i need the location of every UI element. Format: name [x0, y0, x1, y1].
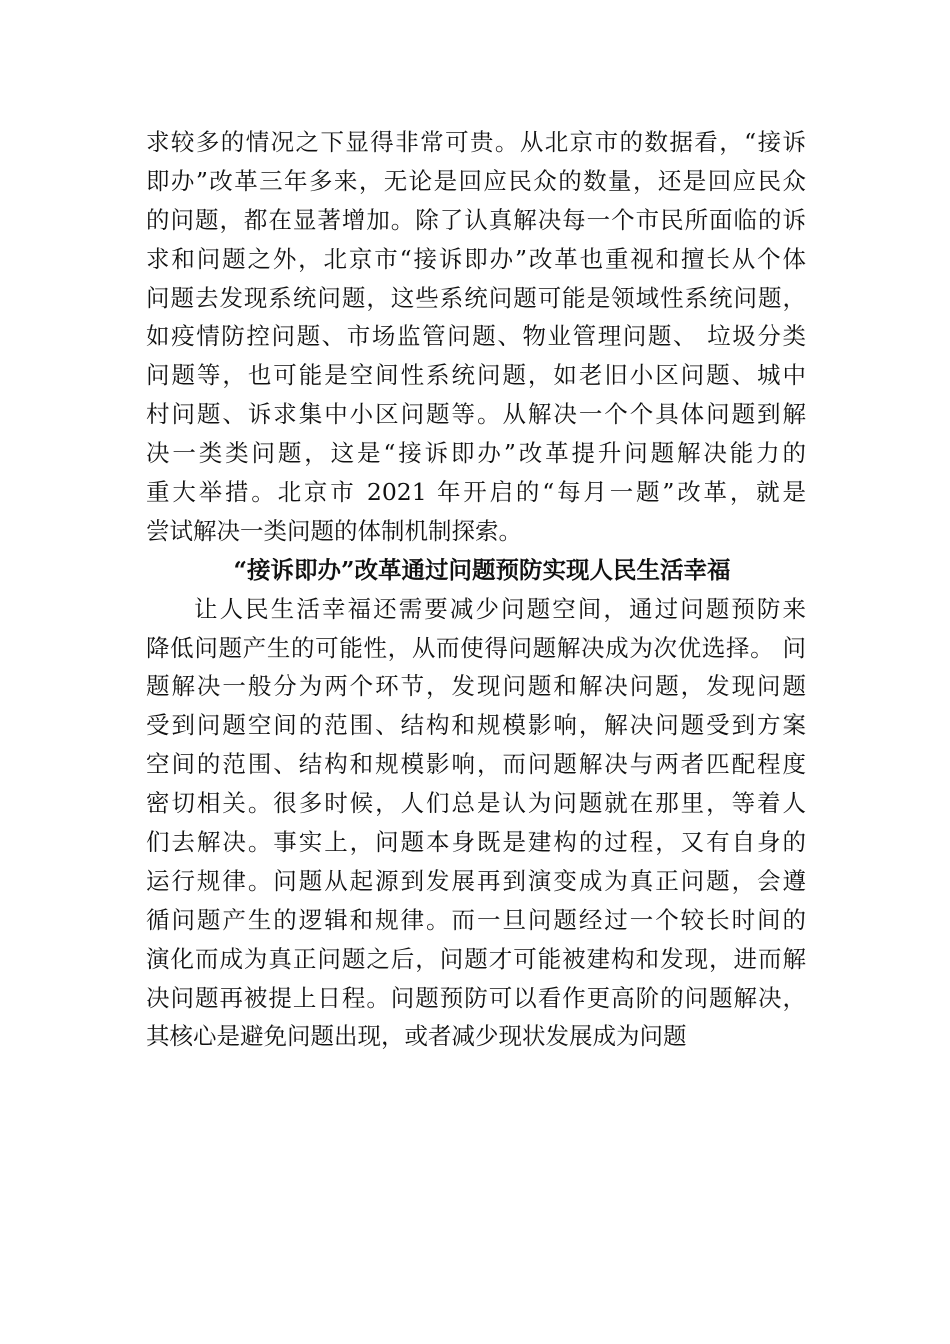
- text-line: 重大举措。北京市 2021 年开启的“每月一题”改革，就是: [146, 478, 806, 507]
- text-line: 题解决一般分为两个环节，发现问题和解决问题，发现问题: [146, 672, 806, 701]
- text-line: 们去解决。事实上，问题本身既是建构的过程，又有自身的: [146, 828, 806, 857]
- text-line: 求和问题之外，北京市“接诉即办”改革也重视和擅长从个体: [146, 244, 806, 273]
- text-line: 让人民生活幸福还需要减少问题空间，通过问题预防来: [194, 594, 806, 623]
- text-line: 决问题再被提上日程。问题预防可以看作更高阶的问题解决，: [146, 983, 806, 1012]
- text-line: 演化而成为真正问题之后，问题才可能被建构和发现，进而解: [146, 944, 806, 973]
- text-line: 即办”改革三年多来，无论是回应民众的数量，还是回应民众: [146, 166, 806, 195]
- text-line: 决一类类问题，这是“接诉即办”改革提升问题解决能力的: [146, 439, 806, 468]
- section-heading: “接诉即办”改革通过问题预防实现人民生活幸福: [233, 555, 731, 584]
- text-line: 密切相关。很多时候，人们总是认为问题就在那里，等着人: [146, 789, 806, 818]
- text-line: 运行规律。问题从起源到发展再到演变成为真正问题，会遵: [146, 866, 806, 895]
- text-line: 如疫情防控问题、市场监管问题、物业管理问题、 垃圾分类: [146, 322, 806, 351]
- text-line: 受到问题空间的范围、结构和规模影响，解决问题受到方案: [146, 711, 806, 740]
- text-line: 问题去发现系统问题，这些系统问题可能是领域性系统问题，: [146, 283, 806, 312]
- text-line: 求较多的情况之下显得非常可贵。从北京市的数据看，“接诉: [146, 128, 806, 156]
- text-line: 循问题产生的逻辑和规律。而一旦问题经过一个较长时间的: [146, 905, 806, 934]
- document-body: [146, 123, 806, 1056]
- text-line: 空间的范围、结构和规模影响，而问题解决与两者匹配程度: [146, 750, 806, 779]
- text-line: 其核心是避免问题出现，或者减少现状发展成为问题: [146, 1022, 687, 1051]
- text-line: 降低问题产生的可能性，从而使得问题解决成为次优选择。 问: [146, 633, 806, 662]
- text-line: 的问题，都在显著增加。除了认真解决每一个市民所面临的诉: [146, 205, 806, 234]
- text-line: 问题等，也可能是空间性系统问题，如老旧小区问题、城中: [146, 361, 806, 390]
- paragraph-1: [146, 123, 806, 551]
- paragraph-2: [146, 590, 806, 1057]
- text-line: 村问题、诉求集中小区问题等。从解决一个个具体问题到解: [146, 400, 806, 429]
- text-line: 尝试解决一类问题的体制机制探索。: [146, 516, 522, 545]
